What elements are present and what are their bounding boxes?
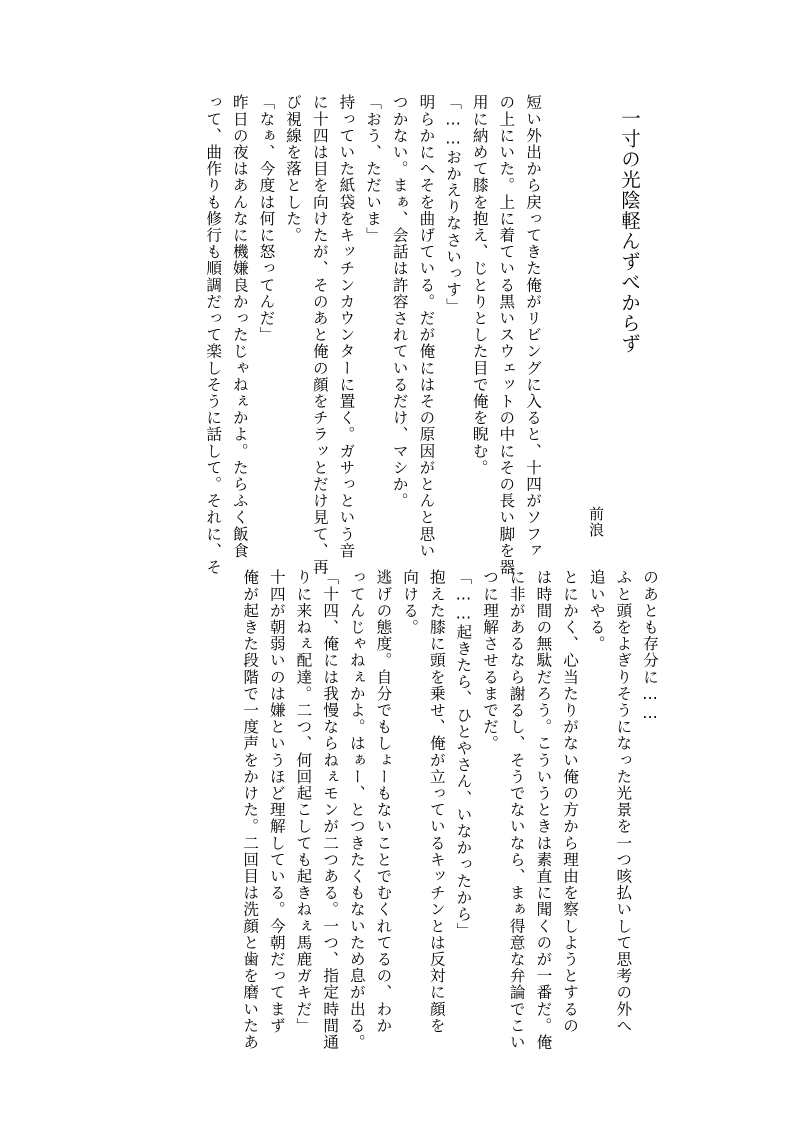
text-column: 短い外出から戻ってきた俺がリビングに入ると、十四がソファ xyxy=(524,94,542,559)
text-column: 明らかにへそを曲げている。だが俺にはその原因がとんと思い xyxy=(417,94,436,559)
text-column: 「おう、ただいま」 xyxy=(364,94,383,244)
text-column: ってんじゃねぇかよ。はぁー、とつきたくもないため息が出る。 xyxy=(347,569,366,1051)
story-title: 一寸の光陰軽んずべからず xyxy=(618,108,641,354)
text-column: 俺が起きた段階で一度声をかけた。二回目は洗顔と歯を磨いたあ xyxy=(241,569,260,1051)
text-column: 「……おかえりなさいっす」 xyxy=(444,94,463,315)
lower-text-block xyxy=(237,569,664,1051)
text-column: 「十四、俺には我慢ならねぇモンが二つある。一つ、指定時間通 xyxy=(321,569,340,1051)
text-column: つに理解させるまでだ。 xyxy=(481,569,500,752)
text-column: とにかく、心当たりがない俺の方から理由を察しようとするの xyxy=(561,569,580,1034)
upper-text-block xyxy=(199,94,546,576)
text-column: の上にいた。上に着ている黒いスウェットの中にその長い脚を器 xyxy=(497,94,516,576)
text-column: に十四は目を向けたが、そのあと俺の顔をチラッとだけ見て、再 xyxy=(310,94,329,576)
text-column: び視線を落とした。 xyxy=(284,94,303,244)
text-column: 用に納めて膝を抱え、じとりとした目で俺を睨む。 xyxy=(470,94,489,476)
text-column: 持っていた紙袋をキッチンカウンターに置く。ガサっという音 xyxy=(337,94,356,559)
text-column: 逃げの態度。自分でもしょーもないことでむくれてるの、わか xyxy=(374,569,393,1034)
text-column: 追いやる。 xyxy=(587,569,606,652)
text-column: 抱えた膝に頭を乗せ、俺が立っているキッチンとは反対に顔を xyxy=(427,569,446,1034)
text-column: 「なぁ、今度は何に怒ってんだ」 xyxy=(257,94,276,343)
text-column: 向ける。 xyxy=(401,569,420,636)
text-column: 十四が朝弱いのは嫌というほど理解している。今朝だってまず xyxy=(267,569,286,1034)
text-column: つかない。まぁ、会話は許容されているだけ、マシか。 xyxy=(390,94,409,509)
text-column: って、曲作りも修行も順調だって楽しそうに話して。それに、そ xyxy=(204,94,223,576)
text-column: は時間の無駄だろう。こういうときは素直に聞くのが一番だ。俺 xyxy=(534,569,553,1051)
text-column: 「……起きたら、ひとやさん、いなかったから」 xyxy=(454,569,473,939)
text-column: りに来ねぇ配達。二つ、何回起こしても起きねぇ馬鹿ガキだ」 xyxy=(294,569,313,1034)
text-column: に非があるなら謝るし、そうでないなら、まぁ得意な弁論でこい xyxy=(507,569,526,1051)
author-name: 前浪 xyxy=(587,506,605,538)
text-column: 昨日の夜はあんなに機嫌良かったじゃねぇかよ。たらふく飯食 xyxy=(230,94,249,559)
text-column: のあとも存分に…… xyxy=(641,569,659,724)
text-column: ふと頭をよぎりそうになった光景を一つ咳払いして思考の外へ xyxy=(614,569,633,1034)
